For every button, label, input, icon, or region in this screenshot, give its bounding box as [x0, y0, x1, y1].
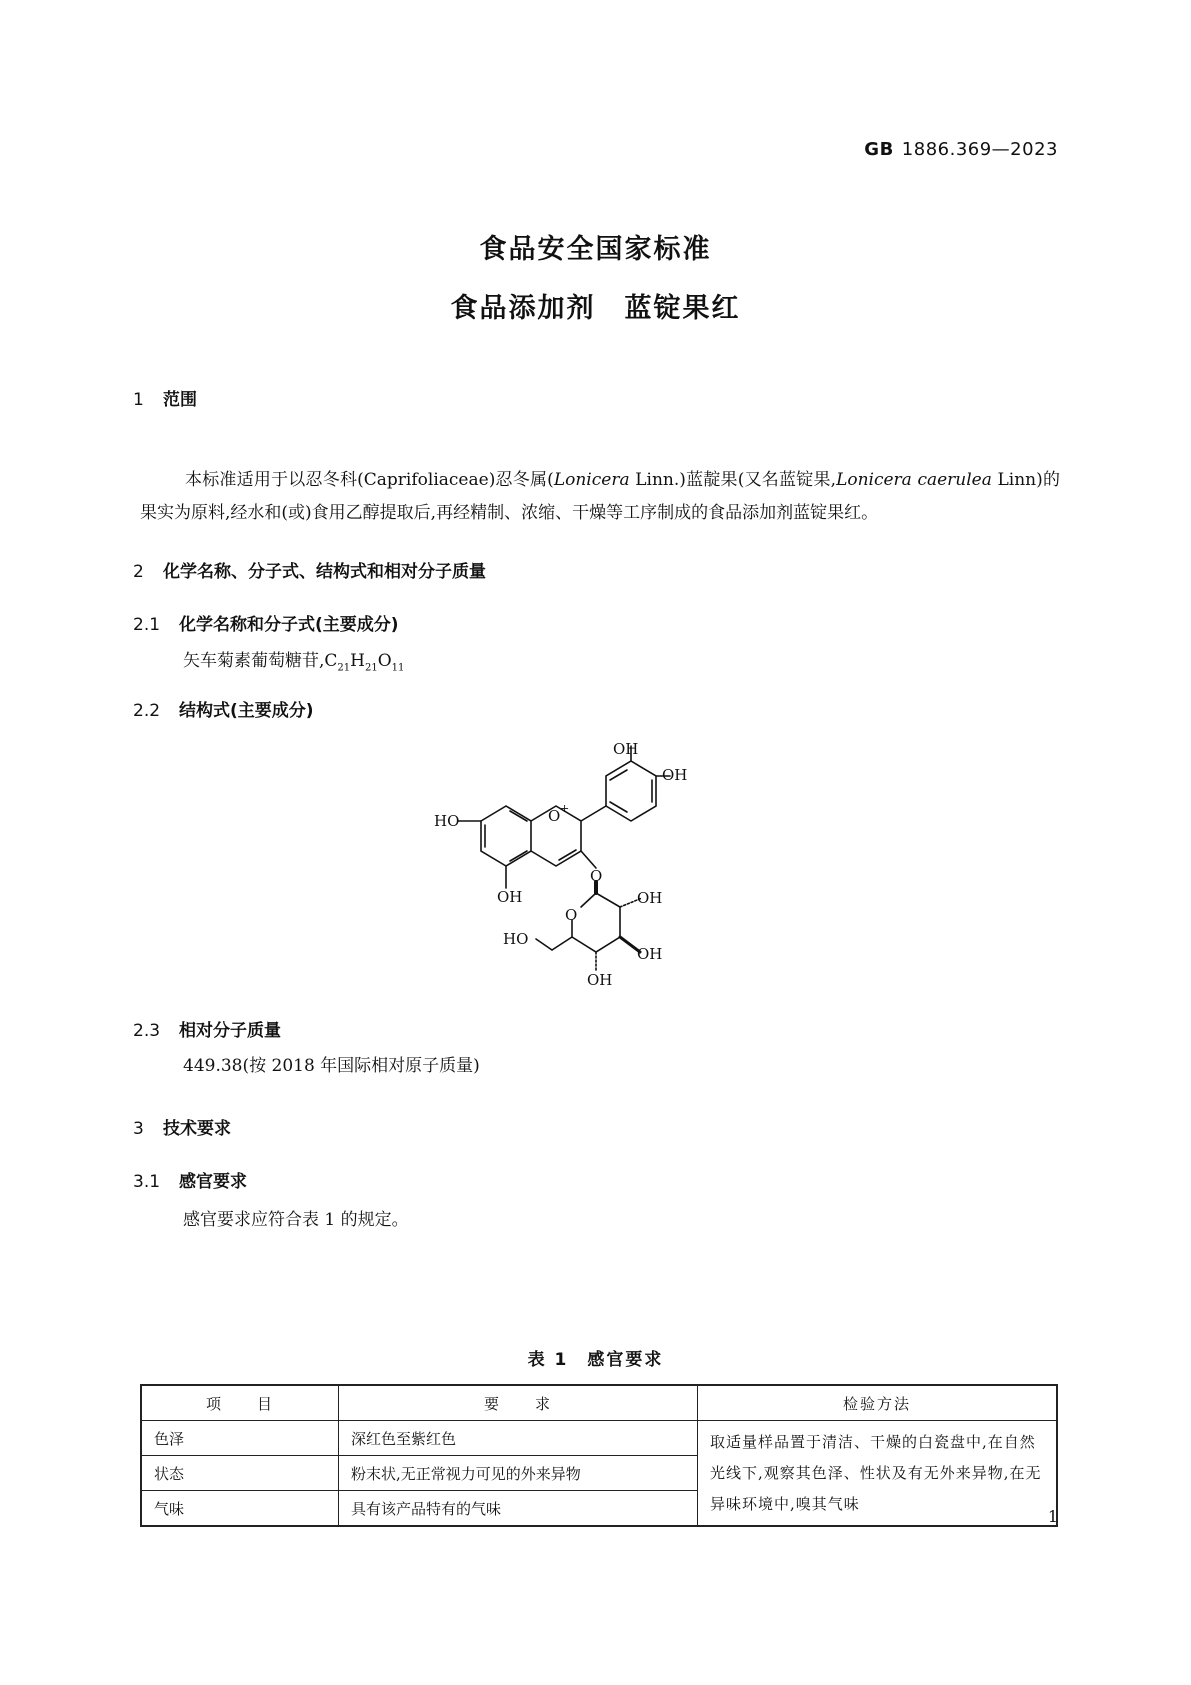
section-number: 2.1: [133, 615, 161, 635]
standard-prefix: GB: [864, 139, 894, 160]
header-method: 检验方法: [698, 1385, 1058, 1421]
section-title: 结构式(主要成分): [179, 701, 314, 721]
section-title: 技术要求: [163, 1119, 231, 1139]
section-title: 范围: [163, 390, 197, 410]
section-2-heading: [133, 557, 486, 582]
section-3-1-heading: [133, 1167, 247, 1192]
scope-text-3: Linn)的果实为原料,经水和(或)食用乙醇提取后,再经精制、浓缩、干燥等工序制成的食品添加剂蓝锭果红。: [140, 470, 1060, 523]
formula-o: O: [377, 651, 392, 671]
oxonium-label: O: [548, 807, 561, 825]
section-2-2-heading: [133, 696, 314, 721]
document-subtitle: 食品添加剂 蓝锭果红: [450, 293, 741, 324]
ring-b: [606, 761, 656, 821]
section-title: 化学名称和分子式(主要成分): [179, 615, 399, 635]
plus-charge-label: +: [560, 802, 570, 815]
oh-bottom-label: OH: [497, 888, 523, 906]
section-1-heading: [133, 385, 197, 410]
species-epithet: caerulea: [917, 470, 992, 490]
section-2-1-heading: [133, 610, 399, 635]
section-number: 1: [133, 390, 144, 410]
formula-h-count: 21: [364, 662, 378, 674]
section-title: 化学名称、分子式、结构式和相对分子质量: [163, 562, 486, 582]
section-number: 2: [133, 562, 144, 582]
table-header-row: [141, 1385, 1057, 1421]
glycosidic-o-label: O: [590, 867, 603, 885]
chemical-name-formula: [183, 645, 404, 684]
species-genus: Lonicera: [836, 470, 912, 490]
oh-right-label: OH: [662, 766, 688, 784]
scope-text-1: 本标准适用于以忍冬科(Caprifoliaceae)忍冬属(: [185, 470, 554, 490]
row-requirement: 粉末状,无正常视力可见的外来异物: [339, 1456, 698, 1491]
header-item: 项 目: [141, 1385, 339, 1421]
section-number: 2.3: [133, 1021, 161, 1041]
sugar-oh-3-label: OH: [587, 971, 613, 989]
chemical-name: 矢车菊素葡萄糖苷,: [183, 651, 325, 671]
sugar-ring: [572, 893, 620, 952]
sensory-intro: 感官要求应符合表 1 的规定。: [183, 1210, 409, 1230]
row-item: 色泽: [141, 1421, 339, 1456]
document-title: 食品安全国家标准: [479, 234, 712, 265]
section-title: 感官要求: [179, 1172, 247, 1192]
ring-a: [481, 806, 531, 866]
section-3-heading: [133, 1114, 231, 1139]
ring-o-label: O: [565, 906, 578, 924]
scope-paragraph: [140, 464, 1060, 530]
molar-mass-value: 449.38(按 2018 年国际相对原子质量): [183, 1056, 480, 1076]
ch2oh-label: HO: [503, 930, 529, 948]
section-number: 3.1: [133, 1172, 161, 1192]
row-requirement: 具有该产品特有的气味: [339, 1491, 698, 1527]
scope-text-2: Linn.)蓝靛果(又名蓝锭果,: [629, 470, 837, 490]
test-method: 取适量样品置于清洁、干燥的白瓷盘中,在自然光线下,观察其色泽、性状及有无外来异物,在无异味环境中,嗅其气味: [698, 1421, 1058, 1527]
formula-c: C: [324, 651, 338, 671]
sensory-table: [140, 1384, 1058, 1527]
table-caption: 表 1 感官要求: [527, 1350, 664, 1370]
formula-h: H: [350, 651, 365, 671]
section-2-3-heading: [133, 1016, 281, 1041]
standard-number: [864, 139, 1058, 160]
sugar-oh-1-label: OH: [637, 889, 663, 907]
structural-formula: [420, 730, 760, 1000]
row-item: 状态: [141, 1456, 339, 1491]
section-title: 相对分子质量: [179, 1021, 281, 1041]
page-number: 1: [1047, 1507, 1058, 1526]
section-number: 3: [133, 1119, 144, 1139]
table-row: [141, 1421, 1057, 1456]
standard-code: 1886.369—2023: [901, 139, 1058, 160]
formula-o-count: 11: [391, 662, 405, 674]
oh-top-label: OH: [613, 740, 639, 758]
sugar-oh-2-label: OH: [637, 945, 663, 963]
row-requirement: 深红色至紫红色: [339, 1421, 698, 1456]
ho-left-label: HO: [434, 812, 460, 830]
header-requirement: 要 求: [339, 1385, 698, 1421]
row-item: 气味: [141, 1491, 339, 1527]
genus-name: Lonicera: [553, 470, 630, 490]
section-number: 2.2: [133, 701, 161, 721]
formula-c-count: 21: [337, 662, 351, 674]
